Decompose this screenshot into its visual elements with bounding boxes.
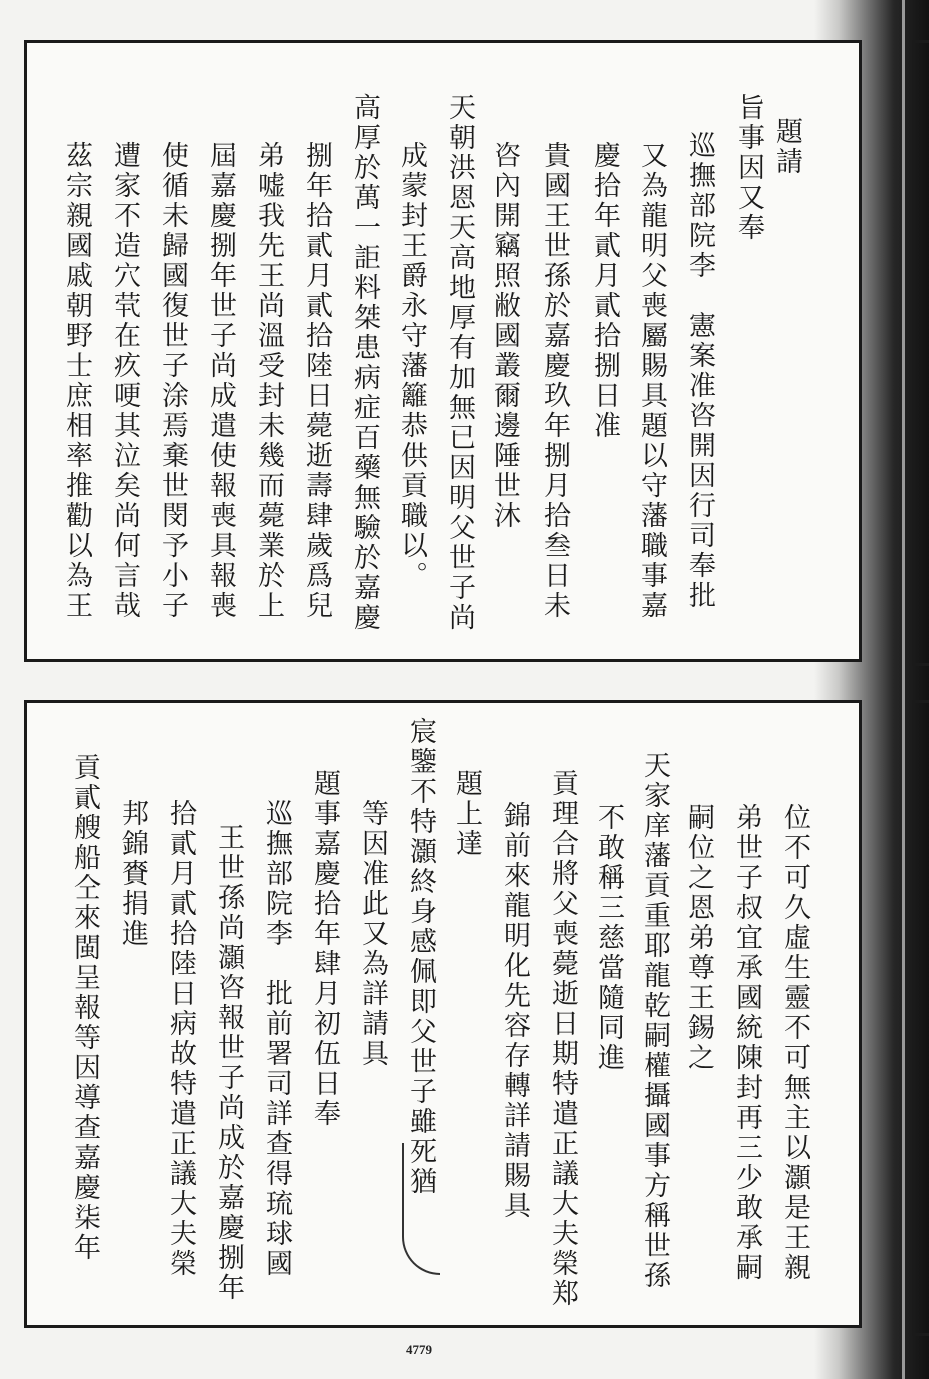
column: 嗣位之恩弟尊王錫之 — [683, 803, 714, 1073]
column: 捌年拾貳月貳拾陸日薨逝壽肆歲爲兒 — [301, 141, 332, 621]
margin-bracket-mark — [402, 1143, 440, 1275]
column: 王世孫尚灝咨報世子尚成於嘉慶捌年 — [213, 823, 244, 1303]
column: 弟嘘我先王尚溫受封未幾而薨業於上 — [253, 141, 284, 621]
column: 等因准此又為詳請具 — [357, 799, 388, 1069]
column: 弟世子叔宜承國統陳封再三少敢承嗣 — [731, 803, 762, 1283]
column: 天家庠藩貢重耶龍乾嗣權攝國事方稱世孫 — [639, 751, 670, 1291]
column: 題請 — [771, 117, 802, 177]
column: 高厚於萬一詎料桀患病症百藥無驗於嘉慶 — [349, 93, 380, 633]
facing-page-frame-top — [912, 40, 929, 666]
column: 又為龍明父喪屬賜具題以守藩職事嘉 — [636, 141, 667, 621]
column: 天朝洪恩天高地厚有加無已因明父世子尚 — [444, 93, 475, 633]
column: 不敢稱三慈當隨同進 — [593, 803, 624, 1073]
column: 屆嘉慶捌年世子尚成遣使報喪具報喪 — [205, 141, 236, 621]
column: 題上達 — [451, 769, 482, 859]
column: 邦錦賚捐進 — [117, 799, 148, 949]
column: 旨事因又奉 — [733, 93, 764, 243]
page-number: 4779 — [406, 1342, 432, 1357]
column: 使循未歸國復世子涂焉棄世閔予小子 — [157, 141, 188, 621]
top-panel-columns — [27, 43, 859, 659]
column: 貢貳艘船仝來閩呈報等因導查嘉慶柒年 — [69, 753, 100, 1263]
column: 巡撫部院李 批前署司詳查得琉球國 — [261, 799, 292, 1279]
column: 遭家不造穴茕在疚哽其泣矣尚何言哉 — [109, 141, 140, 621]
column: 貴國王世孫於嘉慶玖年捌月拾叁日未 — [539, 141, 570, 621]
column: 位不可久虛生靈不可無主以灝是王親 — [779, 803, 810, 1283]
column: 成蒙封王爵永守藩籬恭供貢職以。 — [396, 141, 427, 591]
bottom-panel-columns — [27, 703, 859, 1325]
column: 錦前來龍明化先容存轉詳請賜具 — [499, 801, 530, 1221]
column: 貢理合將父喪薨逝日期特遣正議大夫榮郑 — [547, 769, 578, 1309]
facing-page-frame-bottom — [912, 700, 929, 1336]
bottom-panel — [24, 700, 862, 1328]
column: 拾貳月貳拾陸日病故特遣正議大夫榮 — [165, 799, 196, 1279]
column: 慶拾年貳月貳拾捌日准 — [589, 141, 620, 441]
column: 巡撫部院李 憲案准咨開因行司奉批 — [684, 131, 715, 611]
top-panel — [24, 40, 862, 662]
column: 題事嘉慶拾年肆月初伍日奉 — [309, 769, 340, 1129]
column: 宸鑒不特灝終身感佩即父世子雖死猶 — [405, 717, 436, 1197]
column: 茲宗親國戚朝野士庶相率推勸以為王 — [61, 141, 92, 621]
column: 咨內開竊照敝國叢爾邊陲世沐 — [489, 141, 520, 531]
facing-page-edge — [902, 0, 905, 1379]
